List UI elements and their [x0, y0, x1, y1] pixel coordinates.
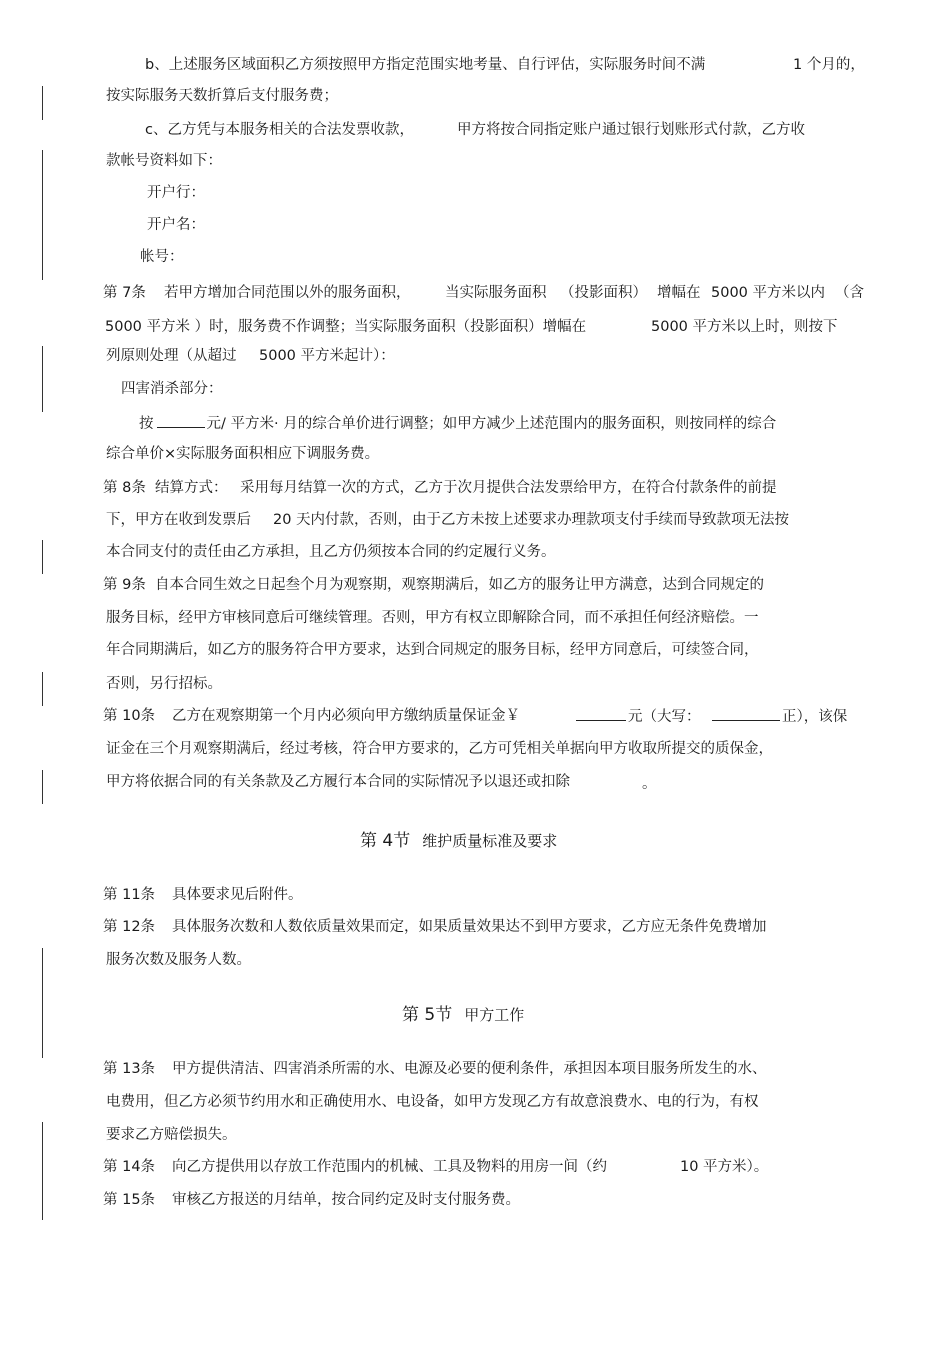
text-line: 按 元/ 平方米· 月的综合单价进行调整；如甲方减少上述范围内的服务面积，则按同样的综合 — [139, 413, 776, 434]
text-line: 服务次数及服务人数。 — [106, 952, 251, 968]
clause-number: 第 12条 — [103, 919, 156, 935]
text-line: 乙方在观察期第一个月内必须向甲方缴纳质量保证金￥ — [172, 708, 520, 724]
text-line: 列原则处理（从超过 — [106, 348, 237, 364]
text-line: 采用每月结算一次的方式，乙方于次月提供合法发票给甲方，在符合付款条件的前提 — [240, 480, 777, 496]
text-line: 5000 平方米以上时，则按下 — [651, 319, 838, 335]
clause-number: 第 13条 — [103, 1061, 156, 1077]
text-line: 年合同期满后，如乙方的服务符合甲方要求，达到合同规定的服务目标，经甲方同意后，可续签合同， — [106, 642, 759, 658]
text-line: c、乙方凭与本服务相关的合法发票收款， — [145, 122, 414, 138]
text-line: 。 — [642, 776, 657, 792]
revision-bar — [42, 948, 43, 1058]
blank-line[interactable] — [157, 413, 205, 428]
blank-line[interactable] — [576, 706, 626, 721]
blank-line[interactable] — [712, 706, 780, 721]
clause-number: 第 7条 — [103, 285, 146, 301]
text-line: 甲方提供清洁、四害消杀所需的水、电源及必要的便利条件，承担因本项目服务所发生的水、 — [172, 1061, 767, 1077]
text-line: 甲方将依据合同的有关条款及乙方履行本合同的实际情况予以退还或扣除 — [106, 774, 570, 790]
revision-bar — [42, 672, 43, 706]
section-heading: 第 4节 维护质量标准及要求 — [360, 831, 558, 851]
text-line: 1 个月的， — [793, 57, 865, 73]
text-line: 证金在三个月观察期满后，经过考核，符合甲方要求的，乙方可凭相关单据向甲方收取所提交的质保金， — [106, 741, 773, 757]
clause-number: 第 11条 — [103, 887, 156, 903]
text-line: 增幅在 — [657, 285, 701, 301]
text-line: 下，甲方在收到发票后 — [106, 512, 251, 528]
clause-number: 第 15条 — [103, 1192, 156, 1208]
field-label: 开户名： — [147, 217, 205, 233]
revision-bar — [42, 540, 43, 574]
clause-number: 第 9条 — [103, 577, 146, 593]
text-line: 元（大写： — [576, 706, 701, 727]
revision-bar — [42, 346, 43, 412]
text-line: 具体服务次数和人数依质量效果而定，如果质量效果达不到甲方要求，乙方应无条件免费增加 — [172, 919, 767, 935]
text-line: 当实际服务面积 — [445, 285, 547, 301]
text-line: 5000 平方米 ）时，服务费不作调整；当实际服务面积（投影面积）增幅在 — [105, 319, 587, 335]
text-line: 若甲方增加合同范围以外的服务面积， — [164, 285, 411, 301]
section-heading: 第 5节 甲方工作 — [402, 1005, 525, 1025]
text-line: 要求乙方赔偿损失。 — [106, 1127, 237, 1143]
field-label: 开户行： — [147, 185, 205, 201]
revision-bar — [42, 86, 43, 120]
text-line: （投影面积） — [560, 285, 647, 301]
text-line: 本合同支付的责任由乙方承担，且乙方仍须按本合同的约定履行义务。 — [106, 544, 556, 560]
text-line: 结算方式： — [155, 480, 228, 496]
revision-bar — [42, 770, 43, 804]
text-line: 20 天内付款，否则，由于乙方未按上述要求办理款项支付手续而导致款项无法按 — [273, 512, 790, 528]
text-line: 款帐号资料如下： — [106, 153, 222, 169]
text-line: 10 平方米）。 — [680, 1159, 769, 1175]
clause-number: 第 10条 — [103, 708, 156, 724]
text-line: 具体要求见后附件。 — [172, 887, 303, 903]
revision-bar — [42, 150, 43, 280]
text-line: 服务目标，经甲方审核同意后可继续管理。否则，甲方有权立即解除合同，而不承担任何经济赔偿。一 — [106, 610, 759, 626]
text-line: 四害消杀部分： — [121, 381, 223, 397]
clause-number: 第 8条 — [103, 480, 146, 496]
text-line: 5000 平方米起计）： — [259, 348, 395, 364]
clause-number: 第 14条 — [103, 1159, 156, 1175]
text-line: 否则，另行招标。 — [106, 676, 222, 692]
text-line: 自本合同生效之日起叁个月为观察期，观察期满后，如乙方的服务让甲方满意，达到合同规定的 — [155, 577, 764, 593]
revision-bar — [42, 1122, 43, 1220]
text-line: 电费用，但乙方必须节约用水和正确使用水、电设备，如甲方发现乙方有故意浪费水、电的行为，有权 — [106, 1094, 759, 1110]
text-line: 正），该保 — [712, 706, 847, 727]
text-line: 综合单价×实际服务面积相应下调服务费。 — [106, 446, 380, 462]
text-line: 向乙方提供用以存放工作范围内的机械、工具及物料的用房一间（约 — [172, 1159, 607, 1175]
field-label: 帐号： — [140, 249, 184, 265]
text-line: 按实际服务天数折算后支付服务费； — [106, 88, 338, 104]
text-line: 5000 平方米以内 — [711, 285, 826, 301]
text-line: （含 — [835, 285, 864, 301]
text-line: 甲方将按合同指定账户通过银行划账形式付款，乙方收 — [457, 122, 805, 138]
text-line: b、上述服务区域面积乙方须按照甲方指定范围实地考量、自行评估，实际服务时间不满 — [145, 57, 706, 73]
text-line: 审核乙方报送的月结单，按合同约定及时支付服务费。 — [172, 1192, 520, 1208]
